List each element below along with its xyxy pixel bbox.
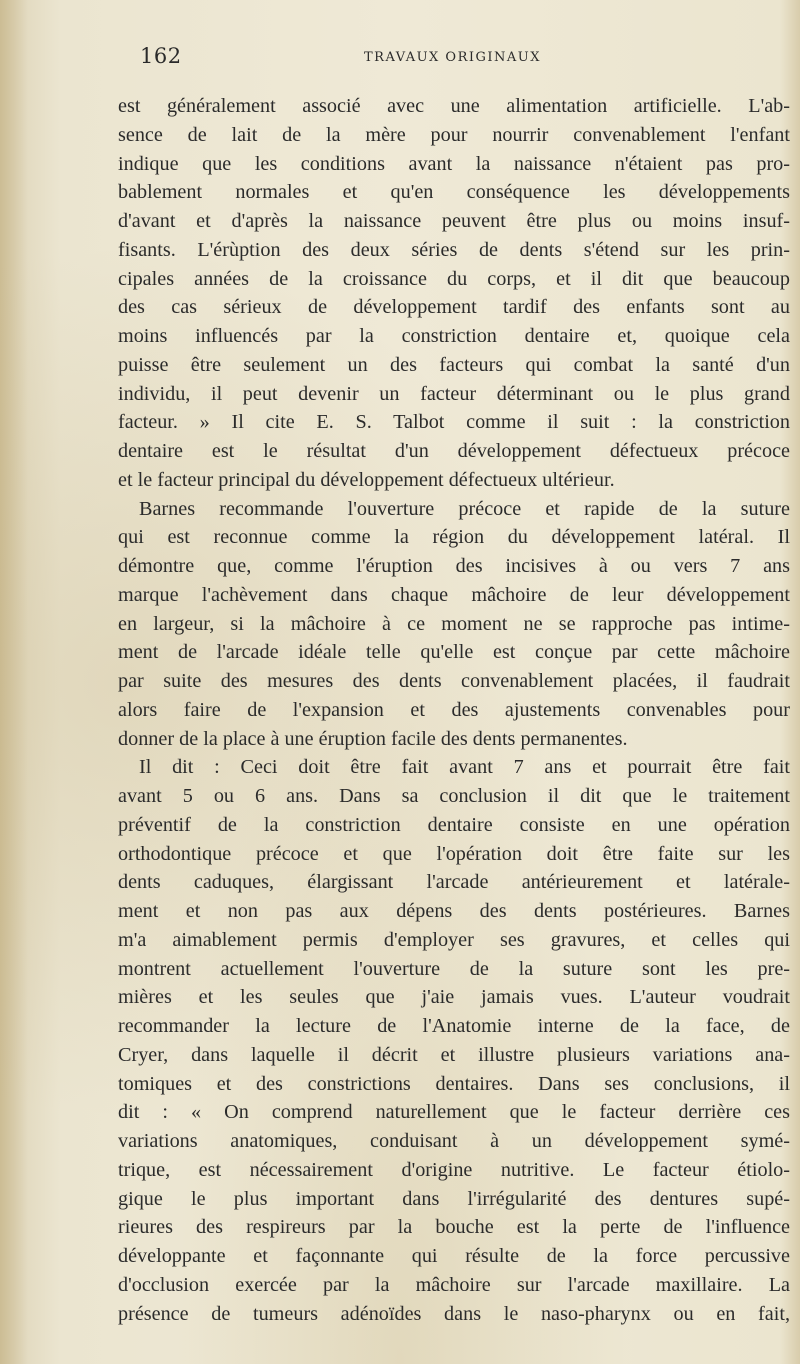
text-line: alors faire de l'expansion et des ajustements convenables pour — [118, 698, 790, 721]
paragraph — [118, 753, 790, 1328]
text-line: présence de tumeurs adénoïdes dans le naso-pharynx ou en fait, — [118, 1302, 790, 1325]
text-line: trique, est nécessairement d'origine nutritive. Le facteur étiolo- — [118, 1158, 790, 1181]
page-header — [140, 44, 770, 74]
text-line: en largeur, si la mâchoire à ce moment ne se rapproche pas intime- — [118, 612, 790, 635]
paragraph — [118, 495, 790, 754]
page-number: 162 — [140, 44, 182, 68]
text-line: fisants. L'érùption des deux séries de dents s'étend sur les prin- — [118, 238, 790, 261]
text-line: rieures des respireurs par la bouche est la perte de l'influence — [118, 1216, 790, 1239]
text-line: démontre que, comme l'éruption des incisives à ou vers 7 ans — [118, 555, 790, 577]
text-line: facteur. » Il cite E. S. Talbot comme il suit : la constriction — [118, 411, 790, 434]
body-text — [118, 92, 790, 1328]
text-line: Cryer, dans laquelle il décrit et illustre plusieurs variations ana- — [118, 1043, 790, 1066]
text-line: développante et façonnante qui résulte de la force percussive — [118, 1245, 790, 1267]
text-line: par suite des mesures des dents convenablement placées, il faudrait — [118, 670, 790, 692]
text-line: variations anatomiques, conduisant à un développement symé- — [118, 1130, 790, 1152]
text-line: bablement normales et qu'en conséquence les développements — [118, 181, 790, 204]
page-edge-shadow — [0, 0, 28, 1364]
text-line: cipales années de la croissance du corps, et il dit que beaucoup — [118, 267, 790, 290]
text-line: donner de la place à une éruption facile des dents permanentes. — [118, 727, 628, 750]
text-line: est généralement associé avec une alimentation artificielle. L'ab- — [118, 95, 790, 117]
text-line: mières et les seules que j'aie jamais vues. L'auteur voudrait — [118, 986, 790, 1009]
text-line: moins influencés par la constriction dentaire et, quoique cela — [118, 325, 790, 347]
text-line: ment et non pas aux dépens des dents postérieures. Barnes — [118, 900, 790, 922]
text-line: recommander la lecture de l'Anatomie interne de la face, de — [118, 1015, 790, 1037]
running-head: TRAVAUX ORIGINAUX — [364, 50, 542, 65]
text-line: indique que les conditions avant la naissance n'étaient pas pro- — [118, 152, 790, 175]
text-line: individu, il peut devenir un facteur déterminant ou le plus grand — [118, 382, 790, 405]
text-line: orthodontique précoce et que l'opération doit être faite sur les — [118, 842, 790, 865]
text-line: gique le plus important dans l'irrégularité des dentures supé- — [118, 1187, 790, 1210]
text-line: des cas sérieux de développement tardif des enfants sont au — [118, 296, 790, 319]
text-line: qui est reconnue comme la région du développement latéral. Il — [118, 526, 790, 549]
text-line: marque l'achèvement dans chaque mâchoire de leur développement — [118, 583, 790, 606]
text-line: dentaire est le résultat d'un développement défectueux précoce — [118, 440, 790, 462]
text-line: Il dit : Ceci doit être fait avant 7 ans et pourrait être fait — [139, 756, 790, 779]
text-line: préventif de la constriction dentaire consiste en une opération — [118, 813, 790, 836]
text-line: sence de lait de la mère pour nourrir convenablement l'enfant — [118, 123, 790, 146]
text-line: m'a aimablement permis d'employer ses gravures, et celles qui — [118, 928, 790, 951]
text-line: Barnes recommande l'ouverture précoce et rapide de la suture — [139, 497, 790, 520]
text-line: avant 5 ou 6 ans. Dans sa conclusion il dit que le traitement — [118, 785, 790, 807]
text-line: dents caduques, élargissant l'arcade antérieurement et latérale- — [118, 871, 790, 894]
text-line: puisse être seulement un des facteurs qui combat la santé d'un — [118, 353, 790, 376]
text-line: et le facteur principal du développement défectueux ultérieur. — [118, 468, 615, 491]
text-line: d'occlusion exercée par la mâchoire sur l'arcade maxillaire. La — [118, 1273, 790, 1296]
text-line: dit : « On comprend naturellement que le facteur derrière ces — [118, 1101, 790, 1124]
text-line: ment de l'arcade idéale telle qu'elle est conçue par cette mâchoire — [118, 641, 790, 664]
text-line: tomiques et des constrictions dentaires. Dans ses conclusions, il — [118, 1072, 790, 1095]
paragraph — [118, 92, 790, 495]
text-line: d'avant et d'après la naissance peuvent être plus ou moins insuf- — [118, 210, 790, 232]
text-line: montrent actuellement l'ouverture de la suture sont les pre- — [118, 957, 790, 980]
